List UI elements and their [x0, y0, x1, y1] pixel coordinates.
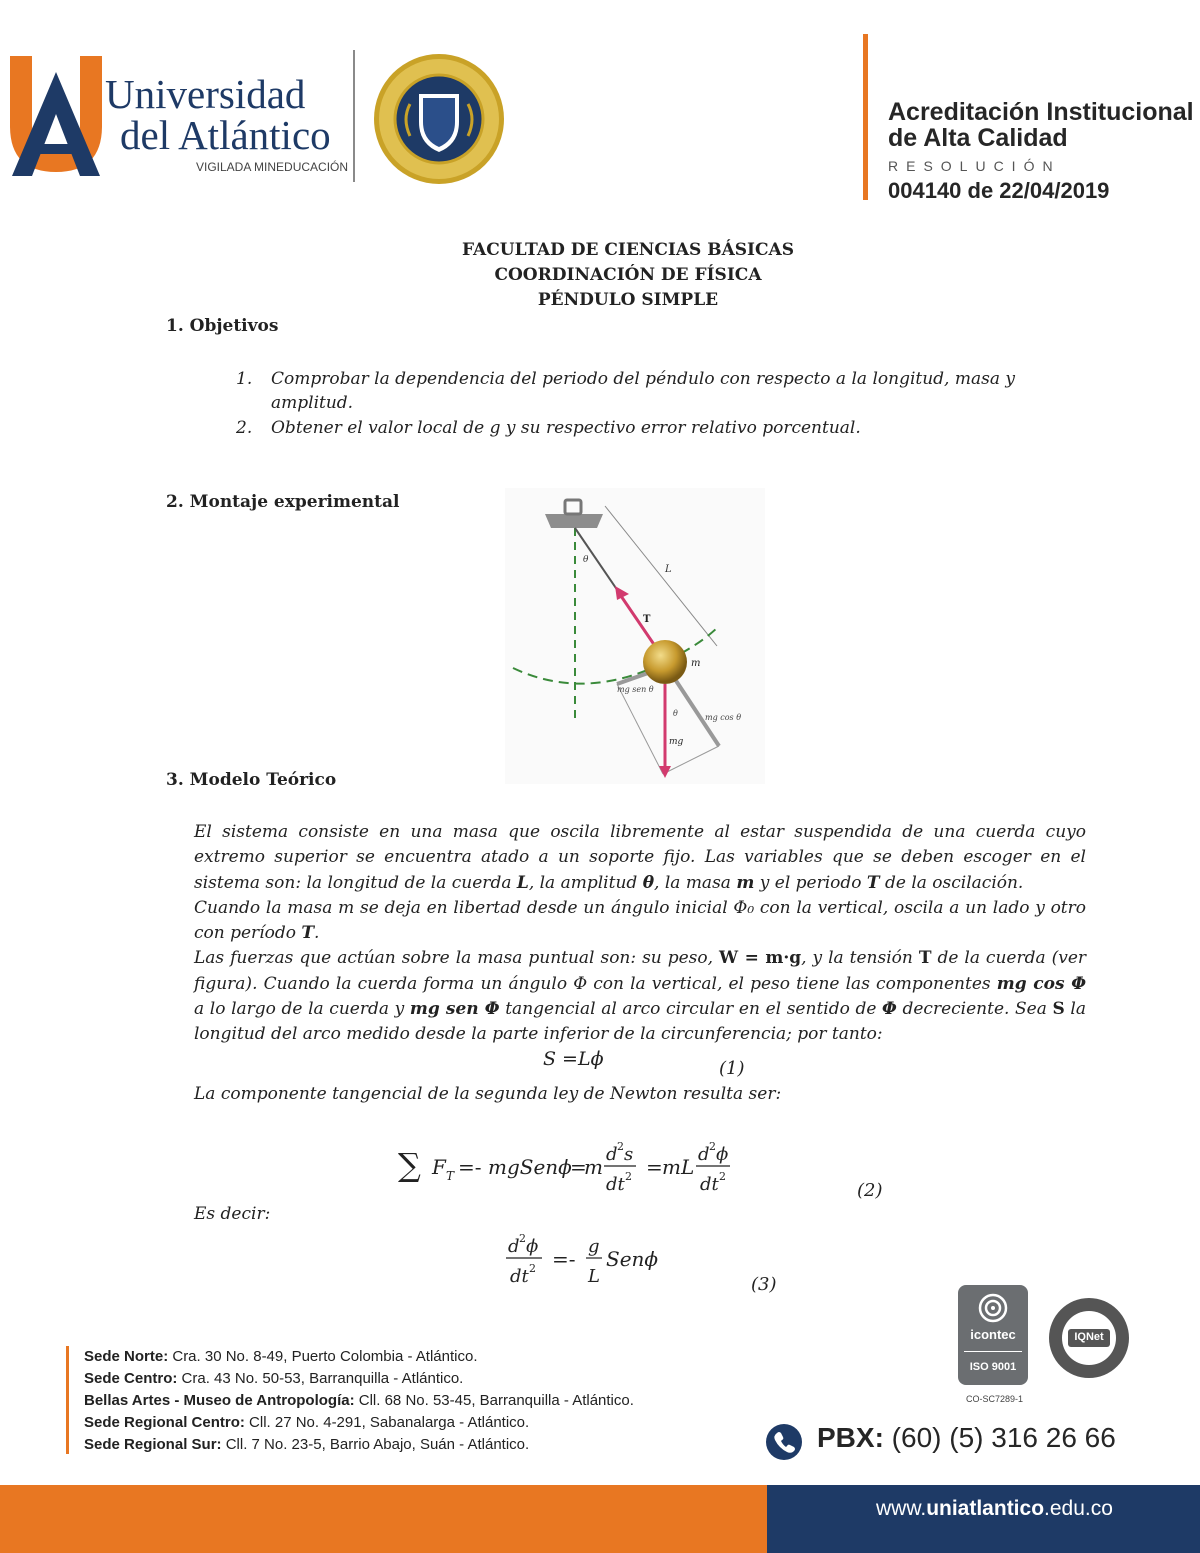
svg-text:mL: mL — [662, 1155, 695, 1179]
equation-2-number: (2) — [857, 1180, 883, 1201]
resolution-label: RESOLUCIÓN — [888, 158, 1061, 174]
footer-bellas-artes: Bellas Artes - Museo de Antropología: Cll. 68 No. 53-45, Barranquilla - Atlántico. — [84, 1392, 634, 1409]
website-link[interactable]: www.uniatlantico.edu.co — [876, 1497, 1113, 1520]
footer-sede-regional-sur: Sede Regional Sur: Cll. 7 No. 23-5, Barrio Abajo, Suán - Atlántico. — [84, 1436, 530, 1453]
footer-accent-bar — [66, 1346, 69, 1454]
university-name-line1: Universidad — [105, 71, 306, 117]
university-name-line2: del Atlántico — [120, 112, 331, 158]
label-T: T — [643, 614, 651, 625]
iso-label: ISO 9001 — [969, 1361, 1017, 1373]
svg-text:m: m — [584, 1155, 603, 1179]
svg-text:F: F — [432, 1155, 446, 1179]
theory-paragraph-3: Las fuerzas que actúan sobre la masa puntual son: su peso, W = m·g, y la tensión T de la cuerda (ver figura). Cuando la cuerda forma un ángulo Φ con la vertical, el peso tiene las componentes mg cos Φ a lo largo de la cuerda y mg sen Φ tangencial al arco circular en el sentido de Φ decreciente. Sea S la longitud del arco medido desde la parte inferior de la circunferencia; por tanto: — [194, 948, 1087, 1045]
pendulum-diagram — [505, 488, 765, 784]
equation-3-number: (3) — [751, 1274, 777, 1295]
svg-text:2: 2 — [709, 1140, 716, 1153]
pbx-phone: PBX: (60) (5) 316 26 66 — [817, 1422, 1116, 1453]
objective-1-number: 1. — [236, 369, 253, 389]
label-m: m — [691, 658, 701, 669]
svg-text:2: 2 — [519, 1232, 526, 1245]
svg-text:d: d — [606, 1144, 618, 1165]
objective-2-text: Obtener el valor local de g y su respectivo error relativo porcentual. — [271, 418, 861, 438]
theory-text — [194, 820, 1086, 1048]
accreditation-accent-bar — [863, 34, 868, 200]
svg-text:d: d — [698, 1144, 710, 1165]
svg-text:Senϕ: Senϕ — [606, 1247, 659, 1271]
title-coordination: COORDINACIÓN DE FÍSICA — [494, 265, 762, 285]
section-objetivos-heading: 1. Objetivos — [166, 316, 279, 336]
svg-text:2: 2 — [719, 1170, 726, 1183]
title-faculty: FACULTAD DE CIENCIAS BÁSICAS — [461, 240, 794, 260]
svg-text:=-: =- — [458, 1155, 482, 1179]
svg-text:ϕ: ϕ — [526, 1236, 539, 1257]
svg-text:dt: dt — [510, 1266, 529, 1287]
icontec-label: icontec — [970, 1327, 1016, 1342]
theory-paragraph-2: Cuando la masa m se deja en libertad desde un ángulo inicial Φ₀ con la vertical, oscila a un lado y otro con período T. — [194, 897, 1086, 944]
svg-text:L: L — [588, 1266, 600, 1287]
svg-text:2: 2 — [617, 1140, 624, 1153]
objective-2-number: 2. — [236, 418, 253, 438]
svg-text:2: 2 — [529, 1262, 536, 1275]
footer-sede-norte: Sede Norte: Cra. 30 No. 8-49, Puerto Colombia - Atlántico. — [84, 1348, 478, 1365]
svg-text:s: s — [624, 1144, 634, 1165]
university-logo-icon — [8, 54, 106, 178]
label-theta-top: θ — [583, 555, 589, 565]
svg-text:=: = — [570, 1155, 587, 1179]
iqnet-label: IQNet — [1074, 1331, 1104, 1343]
phone-icon — [765, 1423, 803, 1461]
title-practice: PÉNDULO SIMPLE — [537, 290, 719, 310]
accreditation-title-line1: Acreditación Institucional — [888, 98, 1194, 126]
equation-2 — [396, 1136, 746, 1196]
svg-text:d: d — [508, 1236, 520, 1257]
footer-sede-centro: Sede Centro: Cra. 43 No. 50-53, Barranquilla - Atlántico. — [84, 1370, 464, 1387]
label-L: L — [665, 564, 672, 575]
equation-1-number: (1) — [719, 1058, 745, 1079]
newton-intro-text: La componente tangencial de la segunda ley de Newton resulta ser: — [194, 1084, 782, 1104]
label-mg-sen: mg sen θ — [617, 685, 654, 694]
objective-1-text-cont: amplitud. — [271, 393, 354, 413]
icontec-badge — [958, 1285, 1028, 1385]
section-modelo-heading: 3. Modelo Teórico — [166, 770, 337, 790]
accreditation-title-line2: de Alta Calidad — [888, 124, 1068, 152]
vigilada-mineducacion: VIGILADA MINEDUCACIÓN — [196, 160, 349, 174]
cert-code: CO-SC7289-1 — [966, 1394, 1024, 1404]
label-theta-bottom: θ — [673, 709, 678, 718]
svg-text:ϕ: ϕ — [716, 1144, 729, 1165]
svg-text:=-: =- — [552, 1247, 576, 1271]
svg-text:g: g — [588, 1236, 600, 1257]
objective-1-text: Comprobar la dependencia del periodo del péndulo con respecto a la longitud, masa y — [271, 369, 1015, 389]
resolution-number: 004140 de 22/04/2019 — [888, 178, 1110, 203]
footer-sede-regional-centro: Sede Regional Centro: Cll. 27 No. 4-291, Sabanalarga - Atlántico. — [84, 1414, 530, 1431]
accreditation-seal-icon — [372, 52, 506, 186]
svg-text:T: T — [446, 1169, 455, 1183]
footer-orange-band — [0, 1485, 767, 1553]
svg-text:mgSenϕ: mgSenϕ — [488, 1155, 572, 1179]
theory-paragraph-1: El sistema consiste en una masa que oscila libremente al estar suspendida de una cuerda cuyo extremo superior se encuentra atado a un soporte fijo. Las variables que se deben escoger en el sistema son: la longitud de la cuerda L, la amplitud θ, la masa m y el periodo T de la oscilación. — [194, 822, 1086, 893]
equation-1: S =Lϕ — [543, 1048, 604, 1070]
svg-text:2: 2 — [625, 1170, 632, 1183]
header-divider — [353, 50, 355, 182]
label-mg-cos: mg cos θ — [705, 713, 742, 722]
svg-text:dt: dt — [700, 1174, 719, 1195]
equation-3 — [504, 1232, 664, 1292]
svg-text:=: = — [646, 1155, 663, 1179]
section-montaje-heading: 2. Montaje experimental — [166, 492, 400, 512]
label-mg: mg — [669, 737, 684, 747]
es-decir-text: Es decir: — [194, 1204, 271, 1224]
svg-text:∑: ∑ — [398, 1146, 421, 1184]
icontec-logo-icon — [978, 1293, 1008, 1323]
svg-text:dt: dt — [606, 1174, 625, 1195]
